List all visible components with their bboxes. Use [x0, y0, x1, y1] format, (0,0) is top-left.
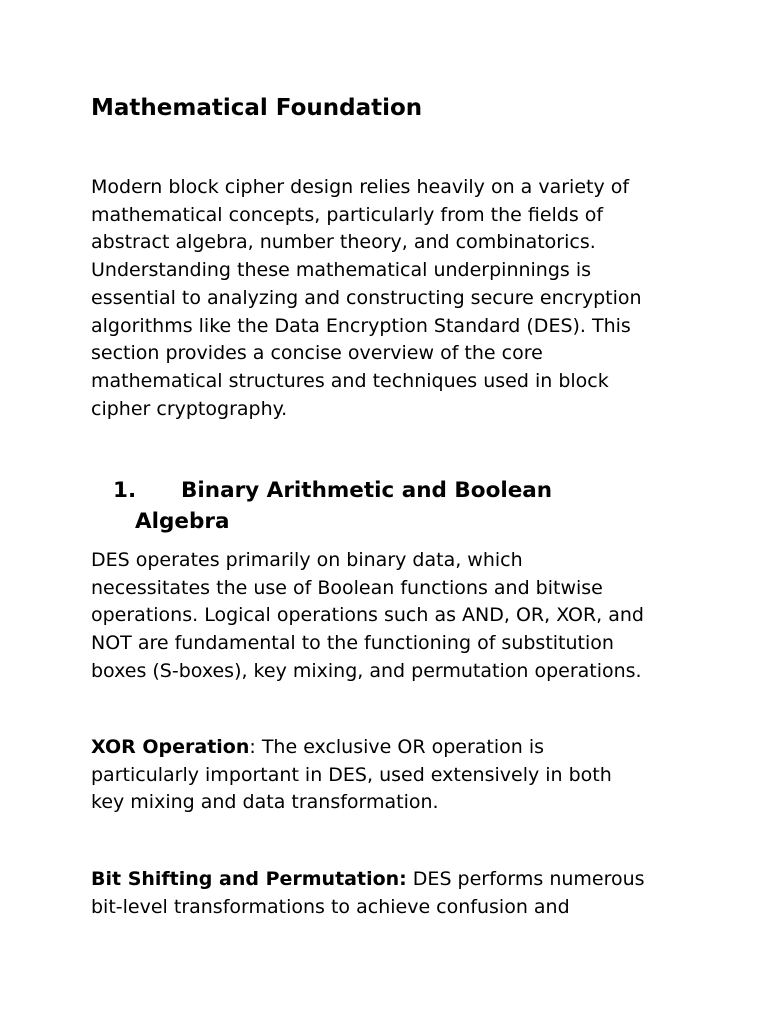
- xor-term: XOR Operation: [91, 736, 250, 758]
- section-body-line: DES operates primarily on binary data, which: [91, 549, 523, 571]
- section-heading-line1: Binary Arithmetic and Boolean: [181, 478, 553, 503]
- section-number: 1.: [113, 478, 137, 503]
- section-body-line: operations. Logical operations such as AND, OR, XOR, and: [91, 604, 644, 627]
- intro-line: essential to analyzing and constructing secure encryption: [91, 286, 642, 309]
- xor-first-line: [91, 734, 691, 762]
- bit-shifting-line1-text: DES performs numerous: [406, 868, 645, 890]
- intro-paragraph: [91, 174, 691, 423]
- section-body-line: boxes (S-boxes), key mixing, and permutation operations.: [91, 659, 642, 682]
- section-body-line: NOT are fundamental to the functioning of substitution: [91, 632, 614, 655]
- intro-line: mathematical concepts, particularly from the fields of: [91, 203, 604, 226]
- section-heading: [113, 475, 552, 537]
- intro-line: mathematical structures and techniques used in block: [91, 369, 609, 392]
- xor-paragraph: [91, 734, 691, 817]
- bit-shifting-term: Bit Shifting and Permutation:: [91, 868, 407, 890]
- intro-line: Modern block cipher design relies heavily on a variety of: [91, 176, 630, 198]
- bit-shifting-first-line: [91, 866, 691, 894]
- section-heading-line2: Algebra: [135, 509, 230, 534]
- intro-line: abstract algebra, number theory, and combinatorics.: [91, 231, 596, 254]
- xor-line: key mixing and data transformation.: [91, 791, 439, 814]
- intro-line: algorithms like the Data Encryption Standard (DES). This: [91, 314, 631, 337]
- bit-shifting-line: bit-level transformations to achieve confusion and: [91, 895, 570, 918]
- page-title: Mathematical Foundation: [91, 95, 423, 121]
- section-body-paragraph: [91, 547, 691, 686]
- section-heading-row: [113, 475, 552, 506]
- bit-shifting-paragraph: [91, 866, 691, 921]
- intro-line: section provides a concise overview of the core: [91, 342, 543, 365]
- intro-line: Understanding these mathematical underpinnings is: [91, 259, 592, 282]
- xor-line1-text: : The exclusive OR operation is: [249, 736, 545, 758]
- section-body-line: necessitates the use of Boolean functions and bitwise: [91, 576, 603, 599]
- intro-line: cipher cryptography.: [91, 397, 288, 420]
- xor-line: particularly important in DES, used extensively in both: [91, 763, 612, 786]
